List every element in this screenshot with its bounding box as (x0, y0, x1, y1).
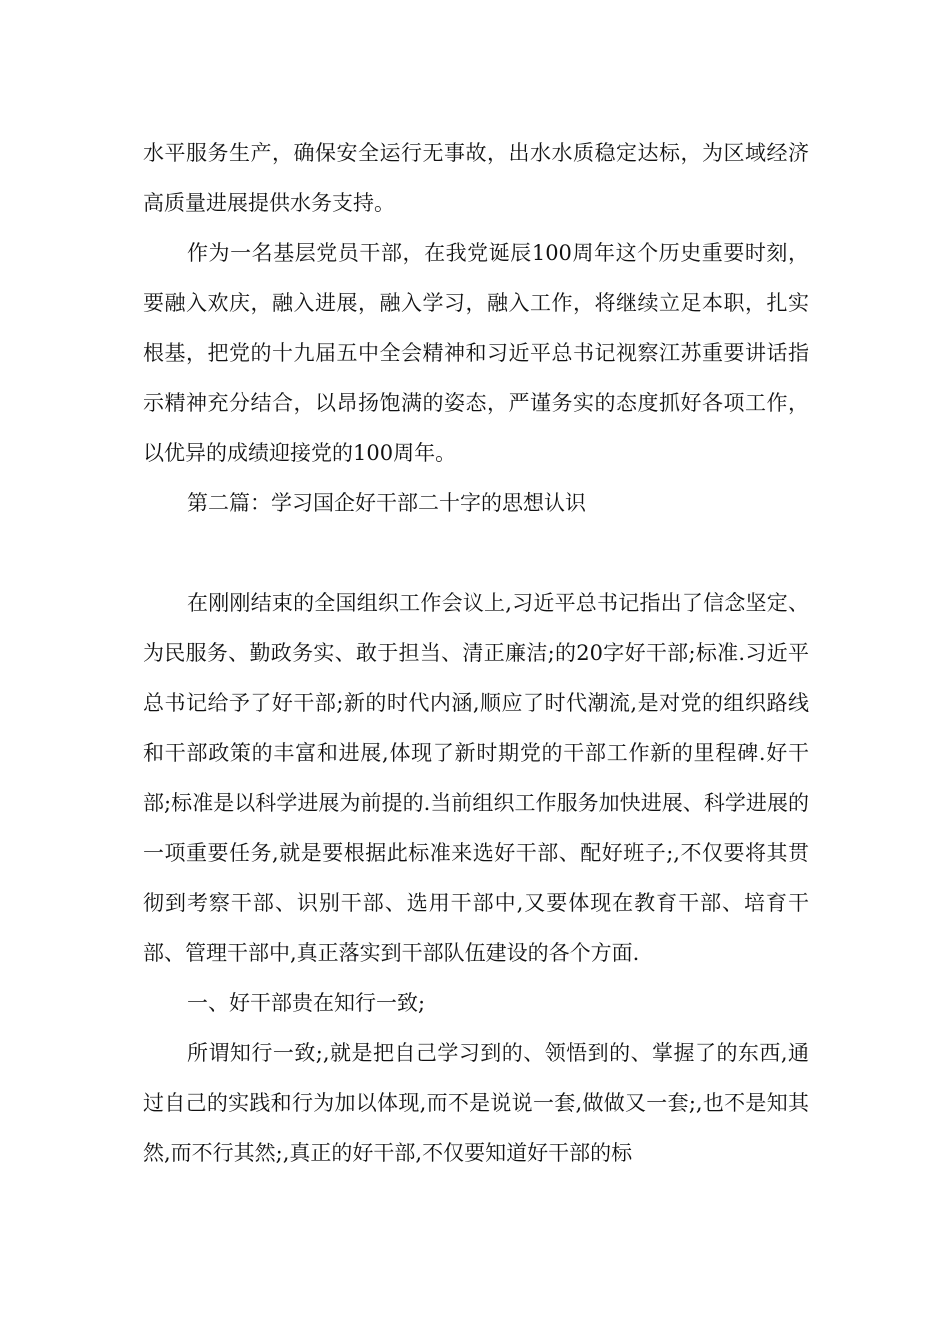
paragraph-knowledge-action: 所谓知行一致;,就是把自己学习到的、领悟到的、掌握了的东西,通过自己的实践和行为加以体现,而不是说说一套,做做又一套;,也不是知其然,而不行其然;,真正的好干部,不仅要知道好干部的标 (143, 1041, 809, 1165)
document-body (143, 128, 809, 1178)
paragraph-intro: 在刚刚结束的全国组织工作会议上,习近平总书记指出了信念坚定、为民服务、勤政务实、敢于担当、清正廉洁;的20字好干部;标准.习近平总书记给予了好干部;新的时代内涵,顺应了时代潮流,是对党的组织路线和干部政策的丰富和进展,体现了新时期党的干部工作新的里程碑.好干部;标准是以科学进展为前提的.当前组织工作服务加快进展、科学进展的一项重要任务,就是要根据此标准来选好干部、配好班子;,不仅要将其贯彻到考察干部、识别干部、选用干部中,又要体现在教育干部、培育干部、管理干部中,真正落实到干部队伍建设的各个方面. (143, 591, 809, 965)
paragraph-party-member: 作为一名基层党员干部，在我党诞辰100周年这个历史重要时刻，要融入欢庆，融入进展，融入学习，融入工作，将继续立足本职，扎实根基，把党的十九届五中全会精神和习近平总书记视察江苏重要讲话指示精神充分结合，以昂扬饱满的姿态，严谨务实的态度抓好各项工作，以优异的成绩迎接党的100周年。 (143, 241, 809, 465)
section-heading: 第二篇：学习国企好干部二十字的思想认识 (187, 491, 586, 515)
subsection-heading: 一、好干部贵在知行一致; (187, 991, 426, 1015)
section-spacer (143, 528, 809, 578)
paragraph-continuation: 水平服务生产，确保安全运行无事故，出水水质稳定达标，为区域经济高质量进展提供水务支持。 (143, 141, 809, 215)
